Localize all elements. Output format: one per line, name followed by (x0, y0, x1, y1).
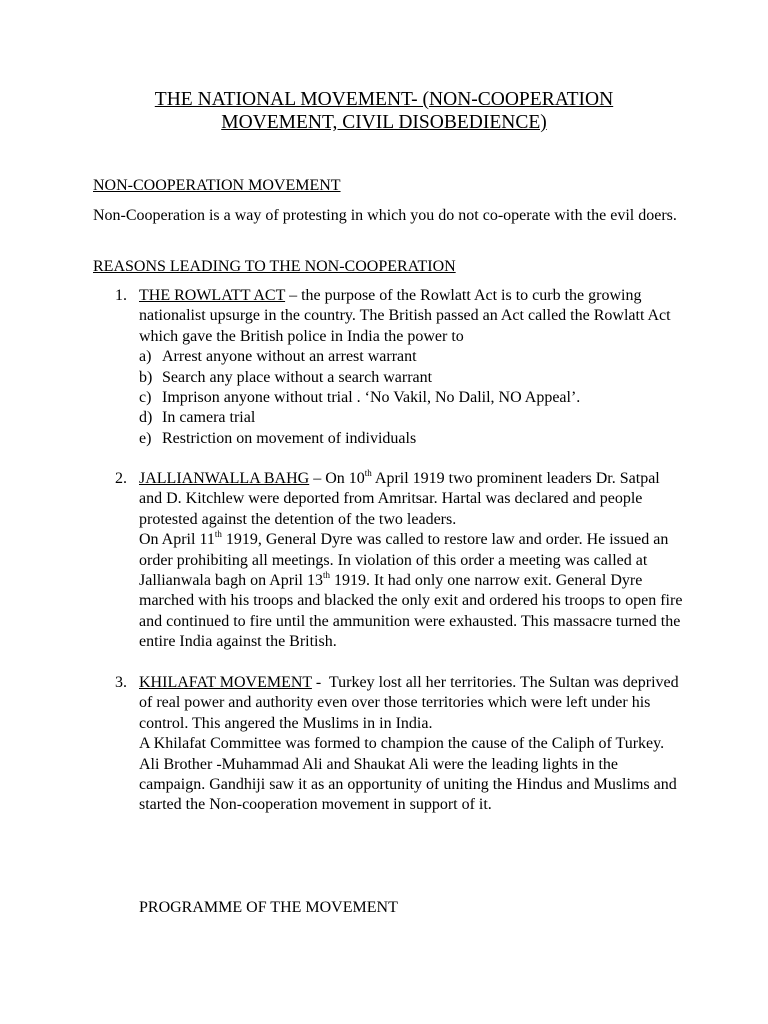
section-heading-non-cooperation: NON-COOPERATION MOVEMENT (93, 177, 341, 194)
item-paragraph (139, 469, 685, 530)
sub-item-label: a) (139, 348, 152, 366)
superscript: th (322, 570, 330, 581)
item-paragraph (139, 673, 685, 734)
definition-paragraph: Non-Cooperation is a way of protesting in which you do not co-operate with the evil doers. (93, 207, 677, 224)
item-title: JALLIANWALLA BAHG (139, 470, 310, 487)
superscript: th (364, 468, 372, 478)
item-text: On April 11 (139, 531, 215, 549)
document-title (80, 88, 688, 134)
item-paragraph (139, 530, 685, 652)
title-line-2: MOVEMENT, CIVIL DISOBEDIENCE) (221, 112, 547, 133)
list-item-rowlatt-act (115, 286, 685, 449)
sub-item (139, 368, 685, 388)
superscript: th (214, 529, 222, 540)
section-heading-programme: PROGRAMME OF THE MOVEMENT (139, 899, 398, 916)
sub-item-text: Imprison anyone without trial . ‘No Vakil, No Dalil, NO Appeal’. (162, 389, 581, 407)
section-heading-reasons: REASONS LEADING TO THE NON-COOPERATION (93, 258, 456, 275)
item-text: 1919, General Dyre was called to restore law and order. He issued an order prohibiting all meetings. In violation of this order a meeting was called at Jallianwala bagh on April 13 (139, 531, 669, 590)
sub-item (139, 429, 685, 449)
sub-item-label: b) (139, 368, 153, 386)
list-number: 1. (115, 287, 127, 304)
sub-item-text: Arrest anyone without an arrest warrant (162, 348, 417, 366)
list-item-jallianwalla-bagh (115, 469, 685, 653)
item-title: KHILAFAT MOVEMENT (139, 674, 312, 691)
item-text: - Turkey lost all her territories. The Sultan was deprived of real power and authority even over those territories which were left under his control. This angered the Muslims in in India. (139, 674, 683, 732)
sub-item-text: Search any place without a search warrant (162, 368, 433, 386)
item-text: April 1919 two prominent leaders Dr. Satpal and D. Kitchlew were deported from Amritsar. Hartal was declared and people protested against the detention of the two leaders. (139, 470, 660, 528)
sub-item-text: In camera trial (162, 409, 256, 427)
sub-item-label: d) (139, 409, 153, 427)
item-paragraph: A Khilafat Committee was formed to champion the cause of the Caliph of Turkey. Ali Brother -Muhammad Ali and Shaukat Ali were the leading lights in the campaign. Gandhiji saw it as an opportunity of uniting the Hindus and Muslims and started the Non-cooperation movement in support of it. (139, 735, 677, 814)
sub-item (139, 388, 685, 408)
list-item-khilafat-movement (115, 673, 685, 816)
list-number: 2. (115, 470, 127, 487)
list-item-body (139, 469, 685, 653)
item-text: – On 10 (309, 470, 365, 487)
title-line-1: THE NATIONAL MOVEMENT- (NON-COOPERATION (154, 89, 614, 110)
item-text: 1919. It had only one narrow exit. General Dyre marched with his troops and blacked the only exit and ordered his troops to open fire and continued to fire until the ammunition were exhausted. This massacre turned the entire India against the British. (139, 572, 683, 651)
list-item-body (139, 673, 685, 816)
sub-item-label: c) (139, 389, 152, 407)
item-title: THE ROWLATT ACT (139, 287, 286, 304)
list-number: 3. (115, 674, 127, 691)
sub-item-label: e) (139, 429, 152, 447)
list-item-body (139, 286, 685, 449)
sub-item (139, 347, 685, 367)
item-text: – the purpose of the Rowlatt Act is to curb the growing nationalist upsurge in the country. The British passed an Act called the Rowlatt Act which gave the British police in India the power to (139, 287, 671, 345)
sub-item-text: Restriction on movement of individuals (162, 429, 417, 447)
sub-item (139, 408, 685, 428)
